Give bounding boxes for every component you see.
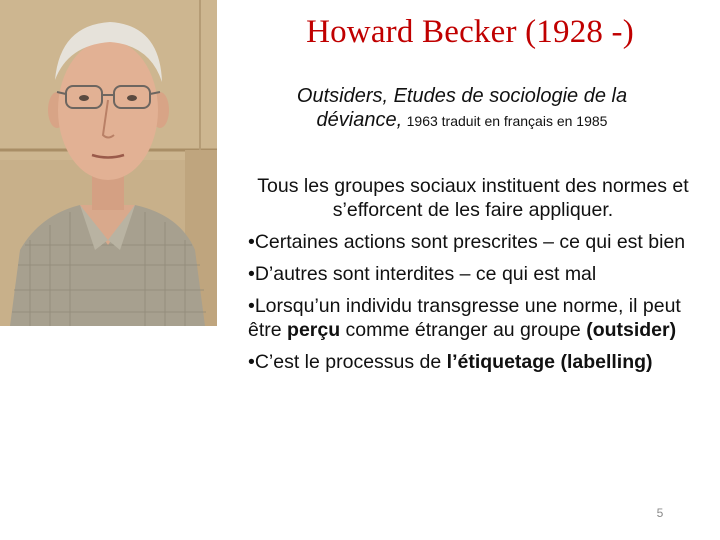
bullet-transgression-bold2: (outsider)	[586, 319, 677, 341]
bullet-prescribed: •Certaines actions sont prescrites – ce qui est bien	[248, 231, 686, 253]
book-translation-note: 1963 traduit en français en 1985	[406, 113, 608, 129]
bullet-transgression-text1: •Lorsqu’un individu transgresse une norme, il peut être	[248, 295, 681, 341]
book-title-line1: Outsiders, Etudes de sociologie de la	[296, 85, 628, 107]
book-title-line2: déviance,	[316, 109, 403, 131]
bullet-labelling	[248, 350, 698, 374]
bullet-labelling-text: •C’est le processus de	[248, 351, 447, 373]
slide-title: Howard Becker (1928 -)	[306, 14, 634, 50]
page-number: 5	[656, 506, 664, 520]
bullet-labelling-bold: l’étiquetage (labelling)	[446, 351, 653, 373]
slide-body	[248, 174, 698, 374]
intro-paragraph: Tous les groupes sociaux instituent des normes et s’efforcent de les faire appliquer.	[257, 175, 689, 221]
portrait-photo	[0, 0, 217, 326]
bullet-forbidden: •D’autres sont interdites – ce qui est mal	[248, 263, 597, 285]
bullet-transgression-bold1: perçu	[287, 319, 341, 341]
bullet-transgression	[248, 294, 698, 342]
bullet-transgression-text2: comme étranger au groupe	[340, 319, 587, 341]
book-reference	[262, 84, 662, 134]
